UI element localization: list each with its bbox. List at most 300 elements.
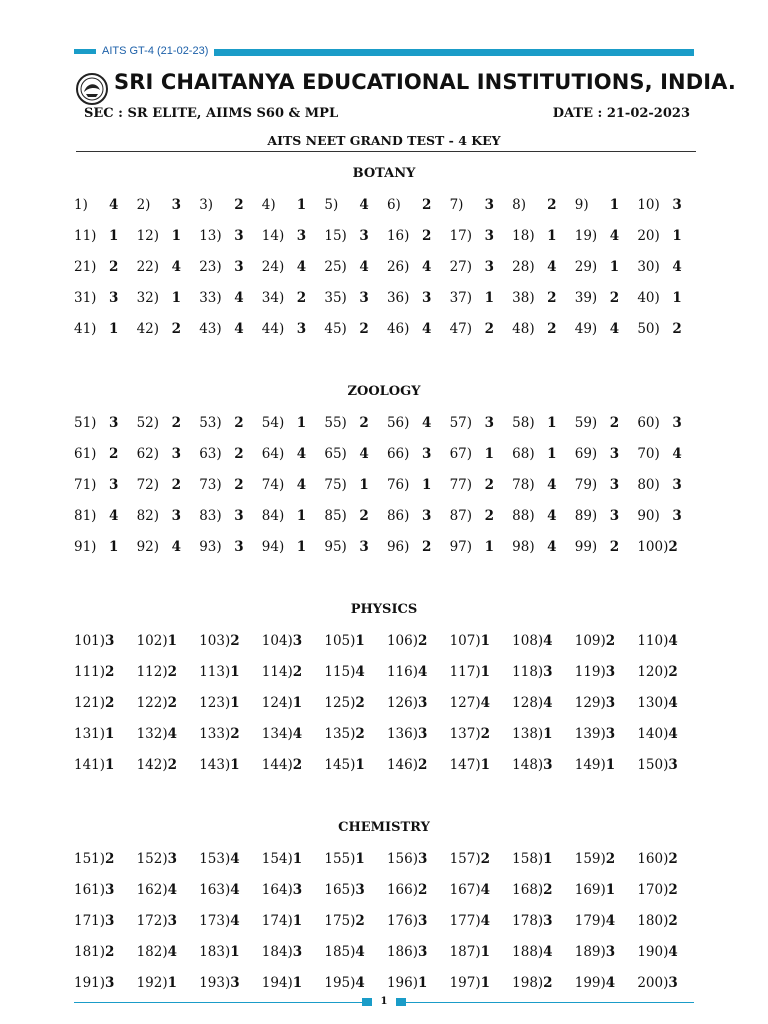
- answer-value: 4: [668, 694, 678, 711]
- answer-value: 1: [672, 289, 682, 306]
- question-number: 128): [512, 694, 544, 711]
- answer-value: 2: [171, 320, 181, 337]
- question-number: 111): [74, 663, 106, 680]
- question-number: 39): [574, 289, 598, 306]
- answer-cell: [262, 290, 325, 306]
- answer-value: 2: [547, 320, 557, 337]
- answer-cell: [74, 477, 137, 493]
- answer-value: 1: [609, 196, 620, 213]
- question-number: 56): [386, 414, 410, 431]
- answer-value: 3: [234, 538, 244, 555]
- section-info: SEC : SR ELITE, AIIMS S60 & MPL: [84, 106, 339, 121]
- answer-cell: [637, 321, 700, 337]
- question-number: 150): [637, 756, 669, 773]
- subject-heading: PHYSICS: [350, 602, 418, 617]
- answer-value: 2: [672, 320, 682, 337]
- answer-value: 1: [480, 663, 490, 680]
- answer-cell: [199, 664, 262, 680]
- answer-cell: [74, 259, 137, 275]
- answer-value: 4: [171, 538, 181, 555]
- answer-cell: [387, 290, 450, 306]
- answer-value: 1: [480, 943, 490, 960]
- question-number: 71): [74, 476, 97, 493]
- question-number: 173): [199, 912, 231, 929]
- answer-cell: [199, 477, 262, 493]
- answer-cell: [199, 975, 262, 991]
- answer-value: 4: [543, 694, 553, 711]
- answer-cell: [512, 290, 575, 306]
- answer-value: 1: [609, 258, 620, 275]
- answer-cell: [74, 726, 137, 742]
- answer-cell: [450, 415, 513, 431]
- answer-value: 1: [543, 850, 553, 867]
- answer-cell: [324, 944, 387, 960]
- answer-cell: [575, 228, 638, 244]
- answer-cell: [512, 882, 575, 898]
- question-number: 11): [74, 227, 97, 244]
- answer-cell: [199, 633, 262, 649]
- answer-value: 4: [109, 196, 119, 213]
- answer-cell: [512, 726, 575, 742]
- answer-cell: [137, 633, 200, 649]
- question-number: 188): [512, 943, 544, 960]
- answer-cell: [387, 975, 450, 991]
- question-number: 67): [449, 445, 473, 462]
- answer-cell: [74, 633, 137, 649]
- question-number: 5): [324, 196, 339, 213]
- answer-cell: [575, 851, 638, 867]
- answer-value: 3: [605, 694, 616, 711]
- question-number: 50): [637, 320, 660, 337]
- answer-value: 3: [292, 943, 303, 960]
- answer-cell: [637, 726, 700, 742]
- answer-cell: [450, 944, 513, 960]
- answer-value: 3: [296, 227, 307, 244]
- answer-row: [74, 718, 694, 749]
- answer-cell: [575, 446, 638, 462]
- answer-cell: [262, 446, 325, 462]
- header-divider: [76, 151, 696, 152]
- answer-cell: [637, 882, 700, 898]
- answer-cell: [575, 508, 638, 524]
- answer-cell: [324, 726, 387, 742]
- question-number: 190): [637, 943, 669, 960]
- answer-cell: [637, 695, 700, 711]
- answer-value: 2: [359, 414, 369, 431]
- question-number: 158): [512, 850, 544, 867]
- answer-cell: [137, 695, 200, 711]
- answer-value: 3: [171, 507, 181, 524]
- answer-cell: [512, 539, 575, 555]
- answer-value: 3: [234, 227, 244, 244]
- answer-value: 3: [171, 196, 181, 213]
- answer-value: 3: [421, 507, 432, 524]
- answer-cell: [575, 633, 638, 649]
- answer-cell: [262, 228, 325, 244]
- answer-cell: [137, 882, 200, 898]
- question-number: 35): [324, 289, 347, 306]
- question-number: 161): [74, 881, 106, 898]
- answer-value: 4: [359, 445, 369, 462]
- answer-cell: [450, 695, 513, 711]
- answer-cell: [450, 539, 513, 555]
- question-number: 15): [324, 227, 347, 244]
- question-number: 154): [261, 850, 293, 867]
- answer-value: 2: [230, 725, 240, 742]
- question-number: 70): [637, 445, 660, 462]
- answer-value: 1: [105, 725, 115, 742]
- answer-cell: [74, 508, 137, 524]
- answer-cell: [450, 757, 513, 773]
- question-number: 165): [324, 881, 356, 898]
- answer-value: 2: [105, 850, 115, 867]
- question-number: 148): [512, 756, 544, 773]
- question-number: 23): [199, 258, 222, 275]
- question-number: 160): [637, 850, 669, 867]
- answer-value: 4: [668, 632, 678, 649]
- question-number: 194): [261, 974, 293, 991]
- question-number: 34): [261, 289, 285, 306]
- answer-value: 4: [230, 850, 240, 867]
- answer-cell: [324, 913, 387, 929]
- question-number: 14): [261, 227, 285, 244]
- answer-cell: [575, 415, 638, 431]
- answer-cell: [74, 944, 137, 960]
- question-number: 127): [449, 694, 481, 711]
- answer-cell: [199, 415, 262, 431]
- answer-cell: [137, 228, 200, 244]
- answer-cell: [387, 228, 450, 244]
- answer-cell: [262, 633, 325, 649]
- question-number: 45): [324, 320, 347, 337]
- answer-value: 3: [609, 445, 620, 462]
- answer-value: 4: [543, 632, 553, 649]
- answer-value: 2: [480, 725, 490, 742]
- question-number: 41): [74, 320, 97, 337]
- answer-cell: [387, 882, 450, 898]
- answer-value: 1: [296, 538, 307, 555]
- answer-value: 4: [234, 320, 244, 337]
- answer-row: [74, 625, 694, 656]
- answer-value: 2: [609, 289, 620, 306]
- answer-value: 4: [480, 694, 490, 711]
- answer-value: 1: [605, 756, 616, 773]
- question-number: 77): [449, 476, 473, 493]
- answer-value: 1: [355, 850, 365, 867]
- answer-cell: [575, 882, 638, 898]
- question-number: 36): [386, 289, 410, 306]
- answer-value: 3: [359, 538, 369, 555]
- answer-value: 2: [167, 694, 177, 711]
- question-number: 134): [261, 725, 293, 742]
- answer-value: 2: [105, 663, 115, 680]
- answer-value: 2: [421, 538, 432, 555]
- answer-cell: [137, 913, 200, 929]
- question-number: 169): [574, 881, 606, 898]
- answer-value: 1: [292, 912, 303, 929]
- question-number: 64): [261, 445, 285, 462]
- answer-cell: [387, 259, 450, 275]
- answer-value: 3: [543, 912, 553, 929]
- answer-cell: [199, 757, 262, 773]
- answer-cell: [324, 477, 387, 493]
- question-number: 97): [449, 538, 473, 555]
- answer-cell: [450, 975, 513, 991]
- answer-value: 3: [672, 196, 682, 213]
- answer-value: 3: [105, 881, 115, 898]
- answer-value: 2: [355, 694, 365, 711]
- answer-value: 3: [484, 258, 494, 275]
- question-number: 168): [512, 881, 544, 898]
- answer-cell: [324, 321, 387, 337]
- answer-cell: [199, 508, 262, 524]
- answer-value: 4: [296, 258, 307, 275]
- answer-value: 2: [359, 507, 369, 524]
- answer-cell: [637, 851, 700, 867]
- question-number: 133): [199, 725, 231, 742]
- answer-value: 4: [609, 227, 620, 244]
- answer-value: 3: [668, 974, 678, 991]
- answer-cell: [324, 228, 387, 244]
- question-number: 177): [449, 912, 481, 929]
- question-number: 101): [74, 632, 106, 649]
- answer-cell: [137, 975, 200, 991]
- question-number: 46): [386, 320, 410, 337]
- answer-value: 1: [417, 974, 428, 991]
- test-code-tag: AITS GT-4 (21-02-23): [74, 43, 214, 59]
- question-number: 2): [136, 196, 151, 213]
- answer-value: 2: [668, 538, 678, 555]
- answer-value: 3: [359, 289, 369, 306]
- question-number: 151): [74, 850, 106, 867]
- answer-cell: [575, 477, 638, 493]
- answer-cell: [74, 975, 137, 991]
- question-number: 110): [637, 632, 669, 649]
- question-number: 95): [324, 538, 347, 555]
- answer-value: 2: [547, 289, 557, 306]
- question-number: 58): [512, 414, 535, 431]
- answer-value: 4: [668, 943, 678, 960]
- question-number: 197): [449, 974, 481, 991]
- answer-value: 2: [171, 414, 181, 431]
- answer-cell: [199, 882, 262, 898]
- question-number: 142): [136, 756, 168, 773]
- answer-cell: [512, 757, 575, 773]
- question-number: 27): [449, 258, 473, 275]
- answer-cell: [637, 975, 700, 991]
- question-number: 125): [324, 694, 356, 711]
- question-number: 98): [512, 538, 535, 555]
- answer-value: 3: [171, 445, 181, 462]
- answer-value: 3: [109, 414, 119, 431]
- answer-row: [74, 874, 694, 905]
- answer-value: 2: [543, 974, 553, 991]
- answer-value: 1: [484, 289, 494, 306]
- answer-cell: [575, 944, 638, 960]
- answer-value: 2: [543, 881, 553, 898]
- answer-cell: [450, 913, 513, 929]
- answer-value: 3: [417, 850, 428, 867]
- answer-value: 4: [355, 663, 365, 680]
- answer-cell: [199, 197, 262, 213]
- answer-cell: [324, 415, 387, 431]
- answer-value: 1: [480, 974, 490, 991]
- answer-cell: [199, 944, 262, 960]
- answer-value: 3: [609, 507, 620, 524]
- answer-grid: [74, 189, 694, 344]
- answer-cell: [450, 290, 513, 306]
- answer-cell: [74, 539, 137, 555]
- answer-value: 1: [547, 445, 557, 462]
- question-number: 61): [74, 445, 97, 462]
- answer-cell: [512, 321, 575, 337]
- answer-value: 3: [105, 632, 115, 649]
- answer-cell: [637, 290, 700, 306]
- question-number: 82): [136, 507, 160, 524]
- answer-value: 3: [109, 476, 119, 493]
- answer-cell: [137, 851, 200, 867]
- answer-cell: [575, 695, 638, 711]
- answer-cell: [637, 259, 700, 275]
- answer-cell: [512, 913, 575, 929]
- answer-value: 2: [417, 632, 428, 649]
- answer-cell: [450, 664, 513, 680]
- answer-value: 3: [543, 756, 553, 773]
- answer-cell: [262, 944, 325, 960]
- answer-cell: [512, 508, 575, 524]
- answer-cell: [575, 290, 638, 306]
- answer-cell: [74, 913, 137, 929]
- question-number: 53): [199, 414, 222, 431]
- question-number: 63): [199, 445, 222, 462]
- answer-value: 4: [543, 943, 553, 960]
- question-number: 138): [512, 725, 544, 742]
- answer-value: 4: [359, 196, 369, 213]
- answer-cell: [387, 695, 450, 711]
- answer-row: [74, 189, 694, 220]
- answer-value: 1: [292, 850, 303, 867]
- answer-cell: [262, 197, 325, 213]
- answer-cell: [137, 477, 200, 493]
- answer-value: 4: [421, 320, 432, 337]
- question-number: 145): [324, 756, 356, 773]
- question-number: 24): [261, 258, 285, 275]
- answer-cell: [74, 446, 137, 462]
- answer-value: 3: [292, 632, 303, 649]
- question-number: 149): [574, 756, 606, 773]
- answer-value: 4: [672, 445, 682, 462]
- answer-value: 1: [109, 538, 119, 555]
- answer-value: 3: [672, 414, 682, 431]
- answer-value: 4: [292, 725, 303, 742]
- question-number: 117): [449, 663, 481, 680]
- answer-cell: [637, 757, 700, 773]
- answer-cell: [74, 882, 137, 898]
- answer-value: 2: [668, 912, 678, 929]
- answer-value: 4: [417, 663, 428, 680]
- answer-cell: [262, 851, 325, 867]
- answer-cell: [512, 228, 575, 244]
- question-number: 80): [637, 476, 660, 493]
- question-number: 196): [386, 974, 419, 991]
- answer-cell: [199, 851, 262, 867]
- answer-value: 1: [484, 538, 494, 555]
- question-number: 30): [637, 258, 660, 275]
- question-number: 191): [74, 974, 106, 991]
- answer-cell: [637, 944, 700, 960]
- answer-cell: [387, 539, 450, 555]
- question-number: 59): [574, 414, 598, 431]
- answer-value: 3: [417, 912, 428, 929]
- answer-cell: [575, 259, 638, 275]
- answer-value: 3: [605, 663, 616, 680]
- answer-value: 1: [605, 881, 616, 898]
- question-number: 43): [199, 320, 222, 337]
- answer-cell: [450, 851, 513, 867]
- answer-value: 1: [167, 632, 177, 649]
- answer-cell: [387, 633, 450, 649]
- answer-cell: [137, 290, 200, 306]
- question-number: 47): [449, 320, 473, 337]
- answer-cell: [450, 508, 513, 524]
- answer-cell: [324, 851, 387, 867]
- question-number: 162): [136, 881, 168, 898]
- answer-cell: [137, 944, 200, 960]
- answer-cell: [137, 539, 200, 555]
- answer-value: 1: [296, 196, 307, 213]
- answer-row: [74, 469, 694, 500]
- answer-cell: [637, 539, 700, 555]
- question-number: 164): [261, 881, 293, 898]
- question-number: 103): [199, 632, 231, 649]
- answer-value: 4: [480, 881, 490, 898]
- question-number: 32): [136, 289, 160, 306]
- answer-cell: [262, 664, 325, 680]
- answer-cell: [324, 695, 387, 711]
- answer-value: 1: [355, 756, 365, 773]
- question-number: 167): [449, 881, 481, 898]
- answer-value: 1: [480, 632, 490, 649]
- answer-cell: [450, 446, 513, 462]
- answer-value: 3: [421, 289, 432, 306]
- answer-cell: [387, 446, 450, 462]
- question-number: 109): [574, 632, 606, 649]
- question-number: 140): [637, 725, 669, 742]
- answer-cell: [74, 664, 137, 680]
- answer-grid: [74, 625, 694, 780]
- answer-cell: [387, 726, 450, 742]
- question-number: 75): [324, 476, 347, 493]
- answer-value: 2: [109, 258, 119, 275]
- question-number: 187): [449, 943, 481, 960]
- question-number: 116): [386, 663, 419, 680]
- answer-cell: [262, 975, 325, 991]
- answer-value: 3: [105, 974, 115, 991]
- answer-value: 3: [417, 943, 428, 960]
- answer-cell: [324, 882, 387, 898]
- answer-cell: [199, 726, 262, 742]
- answer-value: 1: [292, 694, 303, 711]
- answer-cell: [637, 664, 700, 680]
- answer-value: 3: [234, 258, 244, 275]
- question-number: 139): [574, 725, 606, 742]
- answer-cell: [637, 508, 700, 524]
- answer-value: 4: [605, 912, 616, 929]
- answer-value: 1: [171, 227, 181, 244]
- answer-value: 4: [230, 912, 240, 929]
- answer-value: 1: [230, 943, 240, 960]
- answer-cell: [74, 695, 137, 711]
